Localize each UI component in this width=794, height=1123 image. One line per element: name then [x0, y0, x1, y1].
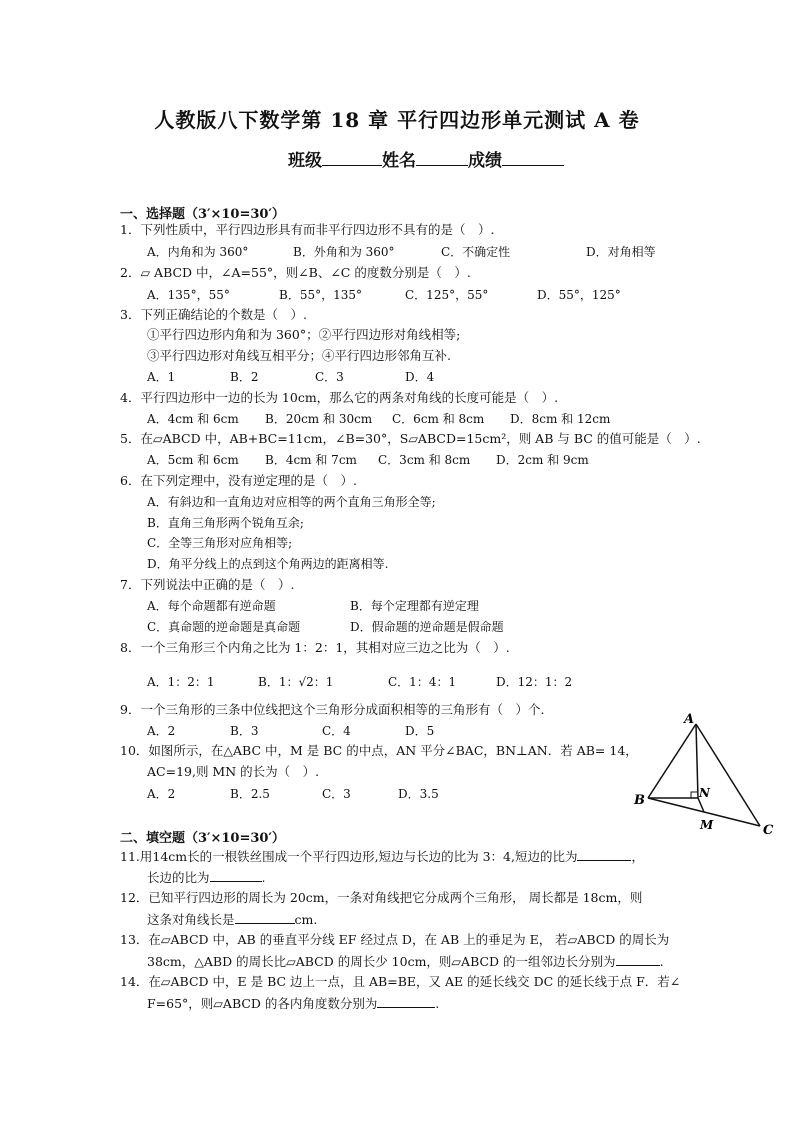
q14-answer-blank [377, 995, 435, 1008]
name-label: 姓名 [382, 151, 416, 171]
q1-stem: 1．下列性质中，平行四边形具有而非平行四边形不具有的是（ ）. [120, 222, 495, 237]
section-1-heading: 一、选择题（3′×10=30′） [120, 207, 285, 222]
q7-option-a: A．每个命题都有逆命题 [147, 599, 276, 613]
q5-option-d: D．2cm 和 9cm [496, 453, 589, 467]
segment-an [696, 724, 698, 798]
q10-stem-cont: AC=19,则 MN 的长为（ ）. [147, 764, 320, 779]
class-label: 班级 [288, 151, 322, 171]
q8-option-c: C．1：4：1 [388, 675, 457, 689]
q13-text-c: . [659, 954, 664, 969]
label-a: A [684, 712, 695, 727]
q5-option-a: A．5cm 和 6cm [147, 453, 239, 467]
q4-option-b: B．20cm 和 30cm [265, 412, 373, 426]
q7-option-c: C．真命题的逆命题是真命题 [147, 620, 301, 634]
q11-answer-blank-2 [210, 869, 262, 882]
q3-sub-1: ①平行四边形内角和为 360°；②平行四边形对角线相等; [147, 327, 461, 342]
q11-text-c: 长边的比为 [147, 870, 210, 885]
q1-option-a: A．内角和为 360° [147, 245, 249, 259]
q3-option-c: C．3 [315, 370, 344, 384]
q13-answer-blank [616, 953, 660, 966]
q1-option-b: B．外角和为 360° [293, 245, 395, 259]
q12-line-2 [147, 911, 317, 928]
q11-answer-blank-1 [577, 848, 631, 861]
q14-text-b: F=65°，则▱ABCD 的各内角度数分别为 [147, 996, 378, 1011]
q5-stem: 5．在▱ABCD 中，AB+BC=11cm，∠B=30°，S▱ABCD=15cm²，则 AB 与 BC 的值可能是（ ）. [120, 431, 701, 446]
label-c: C [763, 823, 774, 838]
q9-option-c: C．4 [322, 724, 351, 738]
q12-text-c: cm. [294, 912, 318, 927]
section-2-heading: 二、填空题（3′×10=30′） [120, 831, 285, 846]
q13-line-1: 13．在▱ABCD 中，AB 的垂直平分线 EF 经过点 D，在 AB 上的垂足为 E， 若▱ABCD 的周长为 [120, 932, 670, 947]
q10-option-b: B．2.5 [230, 787, 270, 801]
segment-ac [696, 724, 760, 826]
q4-option-c: C．6cm 和 8cm [392, 412, 485, 426]
q10-option-c: C．3 [322, 787, 351, 801]
q7-option-b: B．每个定理都有逆定理 [350, 599, 479, 613]
q3-option-d: D．4 [405, 370, 435, 384]
q10-option-a: A．2 [147, 787, 176, 801]
q2-stem: 2．▱ ABCD 中，∠A=55°，则∠B、∠C 的度数分别是（ ）. [120, 265, 471, 280]
q4-stem: 4．平行四边形中一边的长为 10cm，那么它的两条对角线的长度可能是（ ）. [120, 390, 559, 405]
q12-text-b: 这条对角线长是 [147, 912, 235, 927]
label-n: N [699, 786, 710, 800]
q3-stem: 3．下列正确结论的个数是（ ）. [120, 307, 307, 322]
q8-option-b: B．1：√2：1 [258, 675, 334, 689]
q2-option-a: A．135°，55° [147, 288, 230, 302]
q14-line-1: 14．在▱ABCD 中，E 是 BC 边上一点，且 AB=BE，又 AE 的延长线交 DC 的延长线于点 F．若∠ [120, 974, 681, 989]
q11-text-b: ， [631, 849, 644, 864]
q9-option-b: B．3 [230, 724, 259, 738]
q6-stem: 6．在下列定理中，没有逆定理的是（ ）. [120, 473, 357, 488]
q8-option-a: A．1：2：1 [147, 675, 215, 689]
q8-stem: 8．一个三角形三个内角之比为 1：2：1，其相对应三边之比为（ ）. [120, 640, 510, 655]
q12-answer-blank [235, 911, 295, 924]
student-info-line [288, 146, 564, 171]
q2-option-b: B．55°，135° [279, 288, 362, 302]
q3-sub-2: ③平行四边形对角线互相平分；④平行四边形邻角互补. [147, 348, 451, 363]
q5-option-c: C．3cm 和 8cm [378, 453, 471, 467]
q6-option-c: C．全等三角形对应角相等; [147, 536, 293, 550]
segment-nm [698, 798, 704, 812]
q13-line-2 [147, 953, 664, 970]
q9-option-d: D．5 [405, 724, 435, 738]
q3-option-a: A．1 [147, 370, 176, 384]
page-title: 人教版八下数学第 18 章 平行四边形单元测试 A 卷 [154, 108, 640, 132]
class-blank [322, 149, 382, 166]
q2-option-d: D．55°，125° [537, 288, 621, 302]
q11-line-2 [147, 869, 266, 886]
label-b: B [634, 793, 645, 808]
q6-option-a: A．有斜边和一直角边对应相等的两个直角三角形全等; [147, 495, 436, 509]
q5-option-b: B．4cm 和 7cm [265, 453, 357, 467]
q10-option-d: D．3.5 [398, 787, 439, 801]
q10-stem: 10．如图所示，在△ABC 中，M 是 BC 的中点，AN 平分∠BAC，BN⊥AN．若 AB= 14， [120, 743, 638, 758]
right-angle-mark [691, 792, 698, 798]
label-m: M [700, 818, 714, 832]
q11-line-1 [120, 848, 644, 865]
q7-stem: 7．下列说法中正确的是（ ）. [120, 577, 295, 592]
q1-option-d: D．对角相等 [586, 245, 656, 259]
q6-option-b: B．直角三角形两个锐角互余; [147, 516, 304, 530]
q1-option-c: C．不确定性 [441, 245, 511, 259]
q9-option-a: A．2 [147, 724, 176, 738]
q3-option-b: B．2 [230, 370, 259, 384]
q14-line-2 [147, 995, 439, 1012]
q14-text-c: . [435, 996, 440, 1011]
q11-text-a: 11.用14cm长的一根铁丝围成一个平行四边形,短边与长边的比为 3：4,短边的比为 [120, 849, 578, 864]
q9-stem: 9．一个三角形的三条中位线把这个三角形分成面积相等的三角形有（ ）个. [120, 702, 545, 717]
score-blank [502, 149, 564, 166]
name-blank [416, 149, 468, 166]
q4-option-a: A．4cm 和 6cm [147, 412, 239, 426]
q2-option-c: C．125°，55° [405, 288, 489, 302]
q11-text-d: . [261, 870, 266, 885]
q8-option-d: D．12：1：2 [496, 675, 573, 689]
q6-option-d: D．角平分线上的点到这个角两边的距离相等. [147, 557, 389, 571]
q13-text-b: 38cm，△ABD 的周长比▱ABCD 的周长少 10cm，则▱ABCD 的一组邻边长分别为 [147, 954, 616, 969]
score-label: 成绩 [468, 151, 502, 171]
segment-ab [648, 724, 696, 798]
q12-line-1: 12．已知平行四边形的周长为 20cm，一条对角线把它分成两个三角形， 周长都是 18cm，则 [120, 890, 643, 905]
triangle-figure [620, 706, 790, 846]
q4-option-d: D．8cm 和 12cm [510, 412, 611, 426]
q7-option-d: D．假命题的逆命题是假命题 [350, 620, 504, 634]
